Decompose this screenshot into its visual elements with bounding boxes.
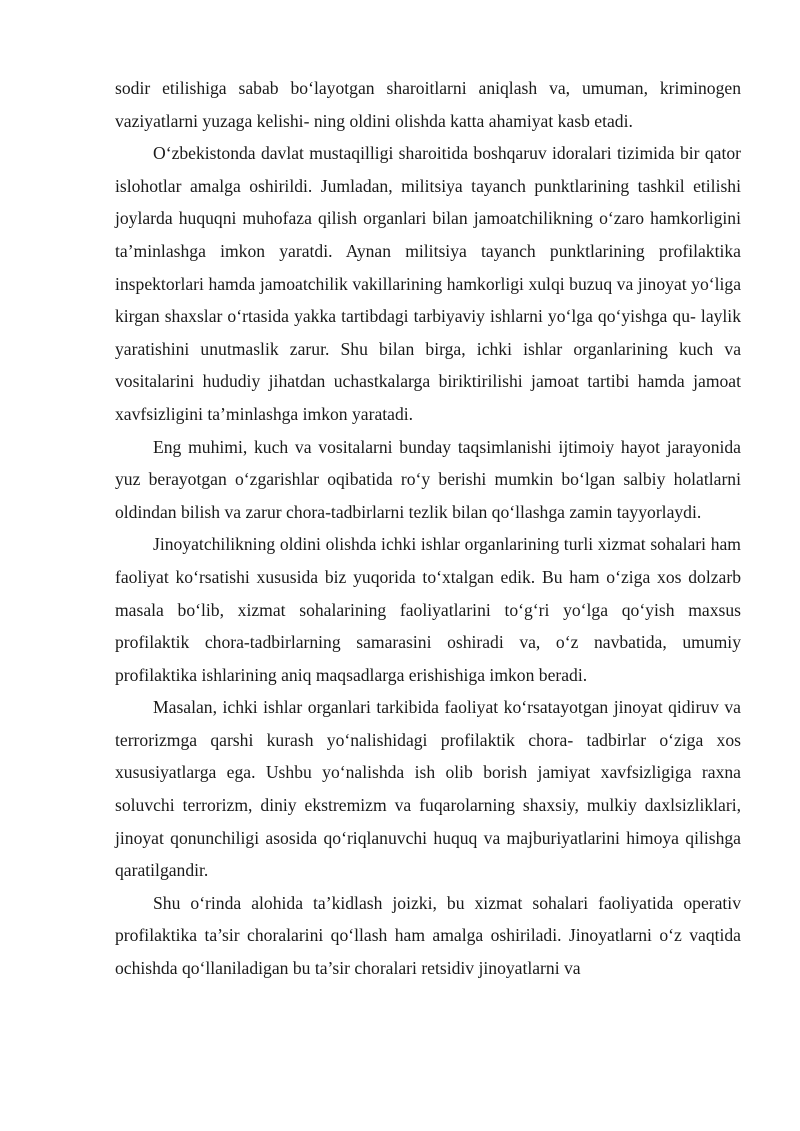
paragraph-2: O‘zbekistonda davlat mustaqilligi sharoitida boshqaruv idoralari tizimida bir qator islohotlar amalga oshirildi. Jumladan, militsiya tayanch punktlarining tashkil etilishi joylarda huquqni muhofaza qilish organlari bilan jamoatchilikning o‘zaro hamkorligini ta’minlashga imkon yaratdi. Aynan militsiya tayanch punktlarining profilaktika inspektorlari hamda jamoatchilik vakillarining hamkorligi xulqi buzuq va jinoyat yo‘liga kirgan shaxslar o‘rtasida yakka tartibdagi tarbiyaviy ishlarni yo‘lga qo‘yishga qu- laylik yaratishini unutmaslik zarur. Shu bilan birga, ichki ishlar organlarining kuch va vositalarini hududiy jihatdan uchastkalarga biriktirilishi jamoat tartibi hamda jamoat xavfsizligini ta’minlashga imkon yaratadi. <box>115 143 741 424</box>
paragraph-5: Masalan, ichki ishlar organlari tarkibida faoliyat ko‘rsatayotgan jinoyat qidiruv va terrorizmga qarshi kurash yo‘nalishidagi profilaktik chora- tadbirlar o‘ziga xos xususiyatlarga ega. Ushbu yo‘nalishda ish olib borish jamiyat xavfsizligiga raxna soluvchi terrorizm, diniy ekstremizm va fuqarolarning shaxsiy, mulkiy daxlsizliklari, jinoyat qonunchiligi asosida qo‘riqlanuvchi huquq va majburiyatlarini himoya qilishga qaratilgandir. <box>115 697 741 881</box>
paragraph-1: sodir etilishiga sabab bo‘layotgan sharoitlarni aniqlash va, umuman, kriminogen vaziyatlarni yuzaga kelishi- ning oldini olishda katta ahamiyat kasb etadi. <box>115 78 741 131</box>
document-page <box>115 72 741 985</box>
paragraph-3: Eng muhimi, kuch va vositalarni bunday taqsimlanishi ijtimoiy hayot jarayonida yuz berayotgan o‘zgarishlar oqibatida ro‘y berishi mumkin bo‘lgan salbiy holatlarni oldindan bilish va zarur chora-tadbirlarni tezlik bilan qo‘llashga zamin tayyorlaydi. <box>115 436 741 522</box>
paragraph-4: Jinoyatchilikning oldini olishda ichki ishlar organlarining turli xizmat sohalari ham faoliyat ko‘rsatishi xususida biz yuqorida to‘xtalgan edik. Bu ham o‘ziga xos dolzarb masala bo‘lib, xizmat sohalarining faoliyatlarini to‘g‘ri yo‘lga qo‘yish maxsus profilaktik chora-tadbirlarning samarasini oshiradi va, o‘z navbatida, umumiy profilaktika ishlarining aniq maqsadlarga erishishiga imkon beradi. <box>115 534 741 685</box>
paragraph-6: Shu o‘rinda alohida ta’kidlash joizki, bu xizmat sohalari faoliyatida operativ profilaktika ta’sir choralarini qo‘llash ham amalga oshiriladi. Jinoyatlarni o‘z vaqtida ochishda qo‘llaniladigan bu ta’sir choralari retsidiv jinoyatlarni va <box>115 892 741 979</box>
